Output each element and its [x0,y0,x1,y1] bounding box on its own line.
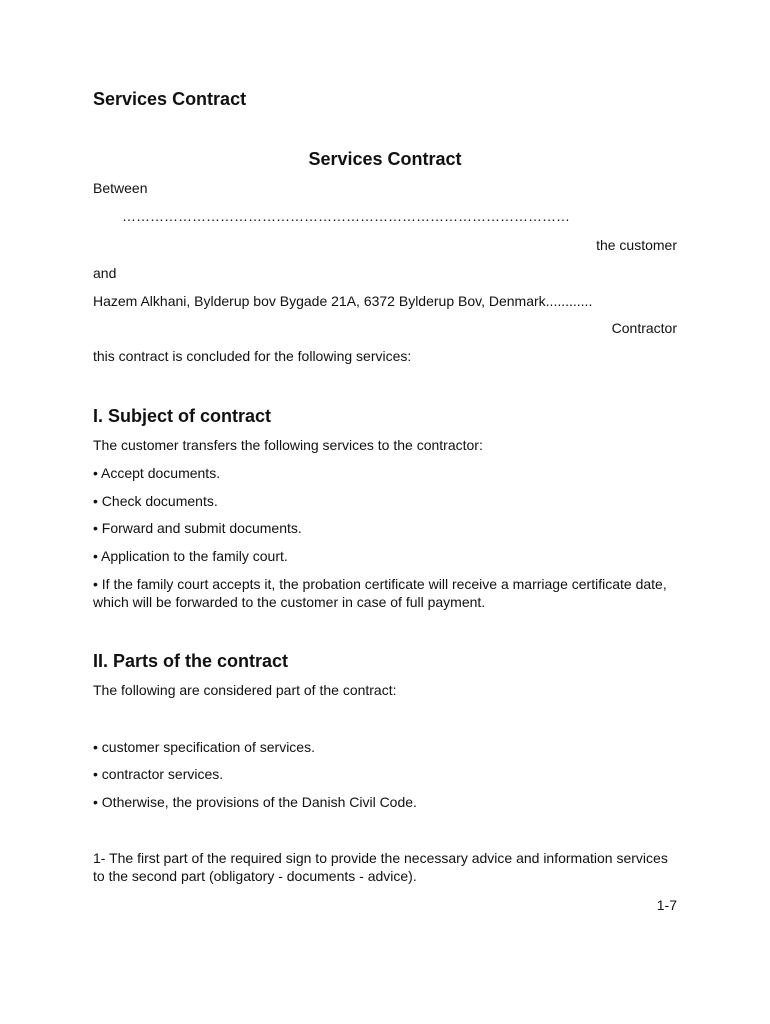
between-label: Between [93,180,148,196]
list-item: • Forward and submit documents. [93,520,302,536]
section-1-heading: I. Subject of contract [93,406,272,426]
contractor-address: Hazem Alkhani, Bylderup bov Bygade 21A, 6372 Bylderup Bov, Denmark............ [93,293,593,309]
customer-label: the customer [596,237,677,253]
document-title: Services Contract [93,89,247,109]
section-2-lead: The following are considered part of the contract: [93,682,397,698]
list-item: • Accept documents. [93,465,221,481]
section-1-lead: The customer transfers the following services to the contractor: [93,437,483,453]
clause-1: 1- The first part of the required sign to provide the necessary advice and information services to the second part (obligatory - documents - advice). [93,850,668,884]
list-item: • customer specification of services. [93,739,315,755]
section-2-heading: II. Parts of the contract [93,651,289,671]
list-item: • Otherwise, the provisions of the Danish Civil Code. [93,794,417,810]
contract-title: Services Contract [308,149,462,169]
list-item: • contractor services. [93,766,224,782]
customer-name-blank: …………………………………………………………………………………… [122,208,570,224]
list-item: • Check documents. [93,493,218,509]
and-label: and [93,265,117,281]
page-number: 1-7 [656,897,677,913]
intro-text: this contract is concluded for the following services: [93,348,412,364]
contractor-label: Contractor [611,320,677,336]
list-item: • If the family court accepts it, the probation certificate will receive a marriage certificate date, which will be forwarded to the customer in case of full payment. [93,576,667,610]
list-item: • Application to the family court. [93,548,288,564]
